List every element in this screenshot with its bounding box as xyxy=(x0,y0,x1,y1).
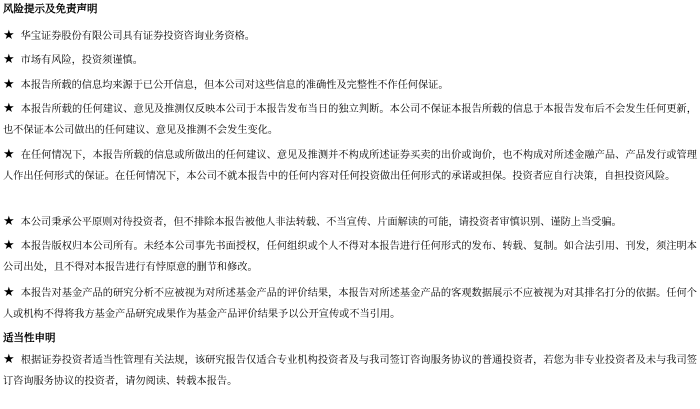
star-bullet-icon: ★ xyxy=(3,77,15,92)
suitability-statement-heading: 适当性申明 xyxy=(3,332,56,344)
star-bullet-icon: ★ xyxy=(3,147,15,162)
disclaimer-item-text: 华宝证券股份有限公司具有证券投资咨询业务资格。 xyxy=(20,31,255,42)
star-bullet-icon: ★ xyxy=(3,352,15,367)
suitability-item-text: 根据证券投资者适当性管理有关法规，该研究报告仅适合专业机构投资者及与我司签订咨询服务协议的普通投资者，若您为非专业投资者及未与我司签订咨询服务协议的投资者，请勿阅读、转载本报告。 xyxy=(3,355,697,387)
disclaimer-item-text: 本公司秉承公平原则对待投资者，但不排除本报告被他人非法转载、不当宣传、片面解读的可能，请投资者审慎识别、谨防上当受骗。 xyxy=(20,217,622,228)
star-bullet-icon: ★ xyxy=(3,28,15,43)
star-bullet-icon: ★ xyxy=(3,214,15,229)
disclaimer-item-4 xyxy=(3,98,697,141)
disclaimer-item-1 xyxy=(3,25,697,47)
disclaimer-item-text: 市场有风险，投资须谨慎。 xyxy=(20,55,143,66)
disclaimer-item-5 xyxy=(3,144,697,187)
disclaimer-item-8 xyxy=(3,282,697,325)
star-bullet-icon: ★ xyxy=(3,52,15,67)
disclaimer-item-6 xyxy=(3,211,697,233)
risk-disclaimer-heading: 风险提示及免责声明 xyxy=(3,3,98,15)
suitability-item-1 xyxy=(3,349,697,392)
disclaimer-item-text: 本报告所载的任何建议、意见及推测仅反映本公司于本报告发布当日的独立判断。本公司不保证本报告所载的信息于本报告发布后不会发生任何更新，也不保证本公司做出的任何建议、意见及推测不会发生变化。 xyxy=(3,104,697,136)
star-bullet-icon: ★ xyxy=(3,101,15,116)
star-bullet-icon: ★ xyxy=(3,285,15,300)
disclaimer-item-text: 本报告对基金产品的研究分析不应被视为对所述基金产品的评价结果，本报告对所述基金产品的客观数据展示不应被视为对其排名打分的依据。任何个人或机构不得将我方基金产品研究成果作为基金产品评价结果予以公开宣传或不当引用。 xyxy=(3,288,697,320)
disclaimer-item-3 xyxy=(3,74,697,96)
star-bullet-icon: ★ xyxy=(3,238,15,253)
disclaimer-item-7 xyxy=(3,235,697,278)
disclaimer-item-text: 在任何情况下，本报告所载的信息或所做出的任何建议、意见及推测并不构成所述证券买卖的出价或询价，也不构成对所述金融产品、产品发行或管理人作出任何形式的保证。在任何情况下，本公司不就本报告中的任何内容对任何投资做出任何形式的承诺或担保。投资者应自行决策，自担投资风险。 xyxy=(3,150,697,182)
disclaimer-item-text: 本报告所载的信息均来源于已公开信息，但本公司对这些信息的准确性及完整性不作任何保证。 xyxy=(20,80,449,91)
disclaimer-item-text: 本报告版权归本公司所有。未经本公司事先书面授权，任何组织或个人不得对本报告进行任何形式的发布、转载、复制。如合法引用、刊发，须注明本公司出处，且不得对本报告进行有悖原意的删节和修改。 xyxy=(3,241,697,273)
disclaimer-item-2 xyxy=(3,49,697,71)
